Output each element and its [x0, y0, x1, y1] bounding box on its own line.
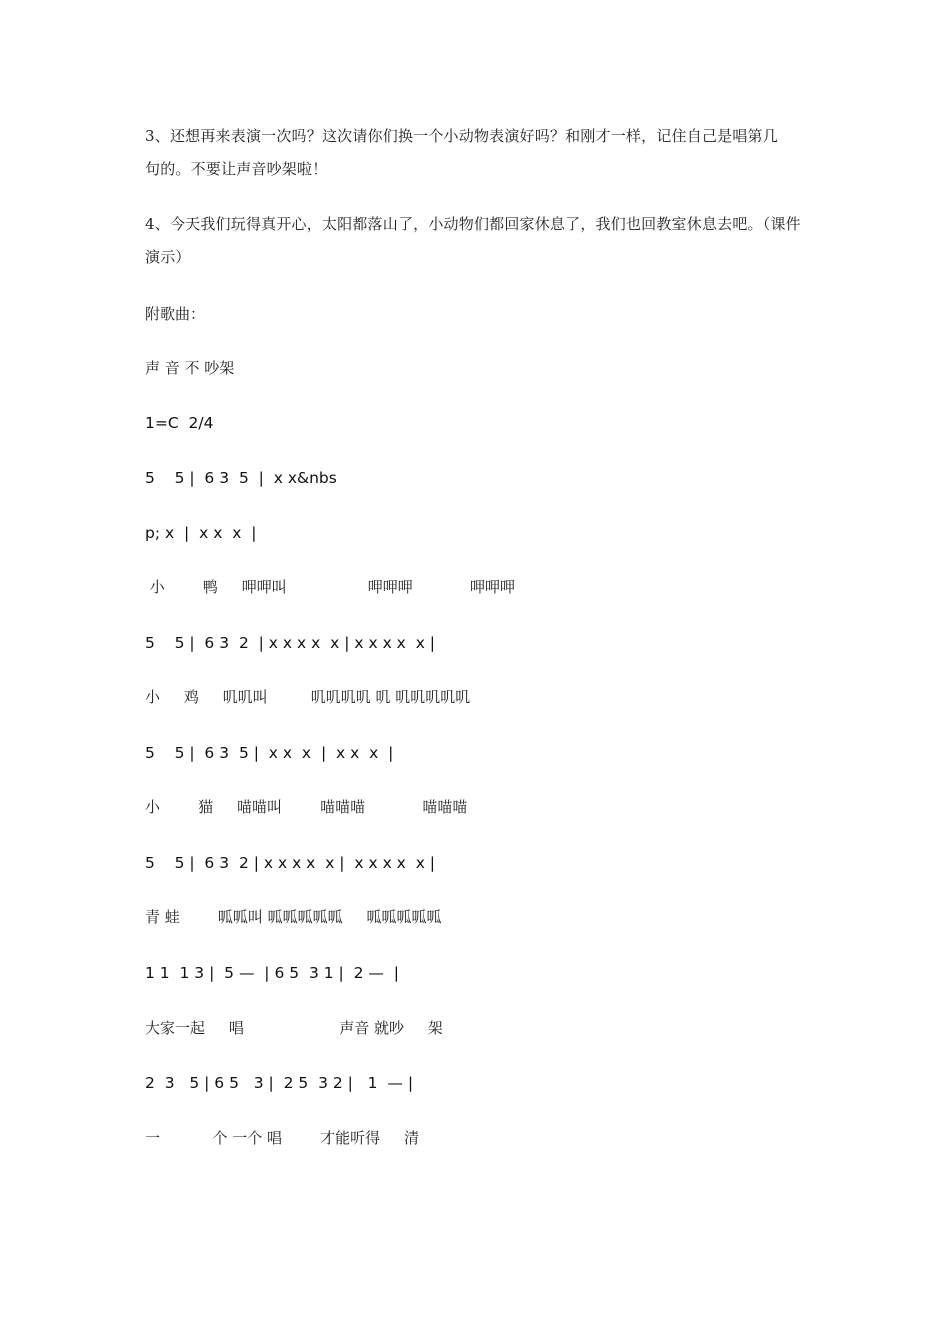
lyric-line: 小 猫 喵喵叫 喵喵喵 喵喵喵 — [145, 798, 468, 816]
lyric-line: 青 蛙 呱呱叫 呱呱呱呱呱 呱呱呱呱呱 — [145, 908, 442, 926]
paragraph-line: 4、今天我们玩得真开心，太阳都落山了，小动物们都回家休息了，我们也回教室休息去吧。（课件 — [145, 215, 801, 233]
key-time-signature: 1=C 2/4 — [145, 414, 214, 432]
paragraph-step-3 — [145, 120, 810, 186]
song-title: 声 音 不 吵架 — [145, 359, 235, 377]
notation-line: p; x | x x x | — [145, 524, 257, 542]
lyric-line: 小 鸡 叽叽叫 叽叽叽叽 叽 叽叽叽叽叽 — [145, 688, 471, 706]
lyric-line: 小 鸭 呷呷叫 呷呷呷 呷呷呷 — [145, 578, 516, 596]
notation-line: 5 5 | 6 3 2 | x x x x x | x x x x x | — [145, 854, 436, 872]
paragraph-line: 句的。不要让声音吵架啦！ — [145, 160, 328, 178]
paragraph-line: 演示） — [145, 248, 191, 266]
notation-line: 5 5 | 6 3 2 | x x x x x | x x x x x | — [145, 634, 436, 652]
lyric-line: 一 个 一个 唱 才能听得 清 — [145, 1129, 419, 1147]
notation-line: 1 1 1 3 | 5 — | 6 5 3 1 | 2 — | — [145, 964, 399, 982]
paragraph-line: 3、还想再来表演一次吗？这次请你们换一个小动物表演好吗？和刚才一样，记住自己是唱第几 — [145, 127, 778, 145]
lyric-line: 大家一起 唱 声音 就吵 架 — [145, 1019, 443, 1037]
notation-line: 2 3 5 | 6 5 3 | 2 5 3 2 | 1 — | — [145, 1074, 414, 1092]
notation-line: 5 5 | 6 3 5 | x x&nbs — [145, 469, 337, 487]
appendix-label: 附歌曲： — [145, 305, 206, 323]
paragraph-step-4 — [145, 208, 810, 274]
notation-line: 5 5 | 6 3 5 | x x x | x x x | — [145, 744, 394, 762]
